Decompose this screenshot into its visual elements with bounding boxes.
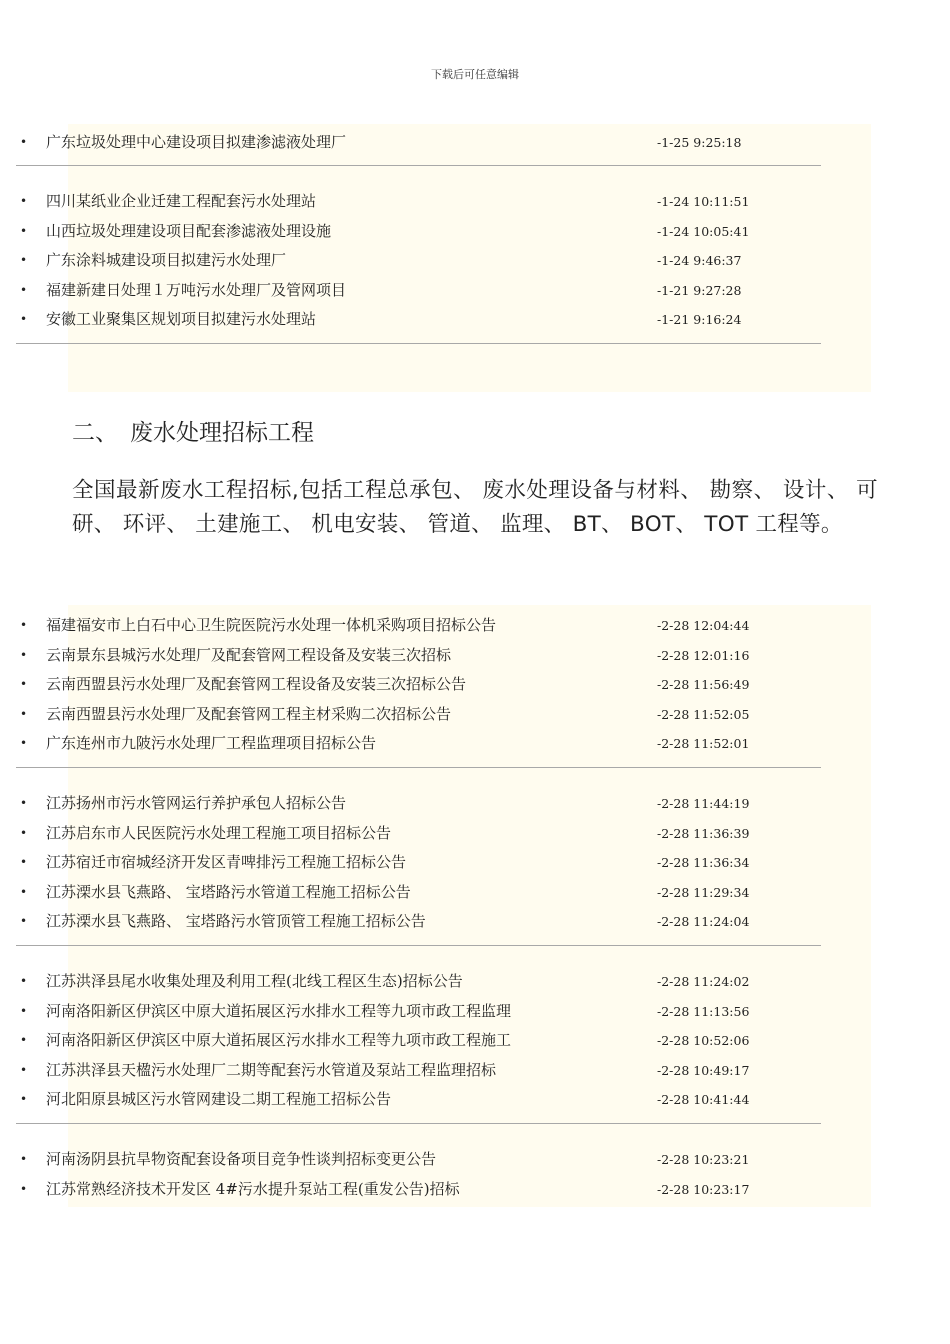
item-title-link[interactable]: 江苏洪泽县尾水收集处理及利用工程(北线工程区生态)招标公告: [46, 972, 463, 990]
item-timestamp: -2-28 11:36:39: [657, 825, 750, 841]
item-title-link[interactable]: 江苏启东市人民医院污水处理工程施工项目招标公告: [46, 823, 392, 842]
bullet-icon: •: [20, 914, 28, 929]
bullet-icon: •: [20, 796, 28, 810]
list-item[interactable]: [16, 187, 821, 217]
item-title-link[interactable]: 江苏洪泽县天楹污水处理厂二期等配套污水管道及泵站工程监理招标: [46, 1060, 497, 1079]
divider: [16, 945, 821, 946]
item-timestamp: -2-28 10:52:06: [657, 1033, 750, 1049]
bullet-icon: •: [20, 1003, 28, 1018]
divider: [16, 343, 821, 344]
item-timestamp: -2-28 10:23:21: [657, 1152, 750, 1167]
list-item[interactable]: [16, 789, 821, 819]
item-timestamp: -2-28 11:29:34: [657, 884, 750, 900]
item-title-link[interactable]: 河南洛阳新区伊滨区中原大道拓展区污水排水工程等九项市政工程监理: [46, 1001, 512, 1020]
item-timestamp: -2-28 11:36:34: [657, 855, 750, 871]
item-title-link[interactable]: 江苏宿迁市宿城经济开发区青啤排污工程施工招标公告: [46, 853, 407, 872]
item-timestamp: -2-28 11:44:19: [657, 796, 750, 811]
list-item[interactable]: [16, 246, 821, 276]
item-title-link[interactable]: 广东连州市九陂污水处理厂工程监理项目招标公告: [46, 734, 377, 753]
item-timestamp: -2-28 11:24:04: [657, 914, 750, 930]
bullet-icon: •: [20, 855, 28, 870]
list-item[interactable]: [16, 997, 821, 1027]
news-group: [16, 789, 821, 937]
item-title-link[interactable]: 广东垃圾处理中心建设项目拟建渗滤液处理厂: [46, 133, 347, 151]
item-title-link[interactable]: 河南洛阳新区伊滨区中原大道拓展区污水排水工程等九项市政工程施工: [46, 1031, 512, 1050]
list-item[interactable]: [16, 1026, 821, 1056]
divider: [16, 165, 821, 166]
item-timestamp: -1-21 9:27:28: [657, 282, 742, 298]
item-title-link[interactable]: 江苏溧水县飞燕路、 宝塔路污水管顶管工程施工招标公告: [46, 912, 426, 931]
item-timestamp: -2-28 11:24:02: [657, 974, 750, 989]
item-title-link[interactable]: 山西垃圾处理建设项目配套渗滤液处理设施: [46, 221, 332, 240]
news-group: [16, 187, 821, 335]
section-heading: [72, 414, 314, 447]
item-timestamp: -1-24 10:05:41: [657, 223, 750, 239]
item-timestamp: -1-24 9:46:37: [657, 253, 742, 269]
bullet-icon: •: [20, 736, 28, 751]
item-title-link[interactable]: 云南景东县城污水处理厂及配套管网工程设备及安装三次招标: [46, 645, 452, 664]
list-item[interactable]: [16, 967, 821, 997]
item-timestamp: -2-28 11:52:01: [657, 736, 750, 752]
bullet-icon: •: [20, 1033, 28, 1048]
news-group: [16, 967, 821, 1115]
bullet-icon: •: [20, 253, 28, 268]
item-timestamp: -2-28 10:23:17: [657, 1181, 750, 1197]
item-timestamp: -2-28 12:04:44: [657, 618, 750, 633]
list-item[interactable]: [16, 729, 821, 759]
bullet-icon: •: [20, 677, 28, 692]
item-timestamp: -1-25 9:25:18: [657, 135, 742, 150]
item-title-link[interactable]: 江苏扬州市污水管网运行养护承包人招标公告: [46, 794, 347, 812]
news-group: [16, 128, 821, 158]
list-item[interactable]: [16, 848, 821, 878]
item-title-link[interactable]: 江苏常熟经济技术开发区 4#污水提升泵站工程(重发公告)招标: [46, 1179, 460, 1198]
divider: [16, 1123, 821, 1124]
item-title-link[interactable]: 安徽工业聚集区规划项目拟建污水处理站: [46, 310, 317, 329]
list-item[interactable]: [16, 907, 821, 937]
item-title-link[interactable]: 四川某纸业企业迁建工程配套污水处理站: [46, 192, 317, 210]
header-note: 下载后可任意编辑: [431, 68, 519, 81]
bullet-icon: •: [20, 1092, 28, 1107]
list-item[interactable]: [16, 670, 821, 700]
bullet-icon: •: [20, 706, 28, 721]
bullet-icon: •: [20, 194, 28, 208]
bullet-icon: •: [20, 282, 28, 297]
list-item[interactable]: [16, 1085, 821, 1115]
news-group: [16, 611, 821, 759]
list-item[interactable]: [16, 276, 821, 306]
list-item[interactable]: [16, 1145, 821, 1175]
list-item[interactable]: [16, 217, 821, 247]
item-title-link[interactable]: 云南西盟县污水处理厂及配套管网工程设备及安装三次招标公告: [46, 675, 467, 694]
divider: [16, 767, 821, 768]
item-title-link[interactable]: 河南汤阴县抗旱物资配套设备项目竞争性谈判招标变更公告: [46, 1150, 437, 1168]
bullet-icon: •: [20, 1181, 28, 1196]
news-group: [16, 1145, 821, 1204]
bullet-icon: •: [20, 1062, 28, 1077]
list-item[interactable]: [16, 305, 821, 335]
item-timestamp: -2-28 10:49:17: [657, 1062, 750, 1078]
bullet-icon: •: [20, 825, 28, 840]
list-item[interactable]: [16, 611, 821, 641]
item-title-link[interactable]: 江苏溧水县飞燕路、 宝塔路污水管道工程施工招标公告: [46, 882, 411, 901]
bullet-icon: •: [20, 974, 28, 988]
item-title-link[interactable]: 河北阳原县城区污水管网建设二期工程施工招标公告: [46, 1090, 392, 1109]
item-timestamp: -1-21 9:16:24: [657, 312, 742, 328]
section-description: 全国最新废水工程招标,包括工程总承包、 废水处理设备与材料、 勘察、 设计、 可研、 环评、 土建施工、 机电安装、 管道、 监理、 BT、 BOT、 TOT 工程等。: [72, 478, 878, 537]
list-item[interactable]: [16, 878, 821, 908]
list-item[interactable]: [16, 819, 821, 849]
list-item[interactable]: [16, 1056, 821, 1086]
bullet-icon: •: [20, 884, 28, 899]
item-timestamp: -2-28 11:52:05: [657, 706, 750, 722]
item-title-link[interactable]: 广东涂料城建设项目拟建污水处理厂: [46, 251, 287, 270]
item-timestamp: -2-28 12:01:16: [657, 647, 750, 663]
item-timestamp: -2-28 11:13:56: [657, 1003, 750, 1019]
item-timestamp: -2-28 10:41:44: [657, 1092, 750, 1108]
item-title-link[interactable]: 云南西盟县污水处理厂及配套管网工程主材采购二次招标公告: [46, 704, 452, 723]
list-item[interactable]: [16, 128, 821, 158]
bullet-icon: •: [20, 312, 28, 327]
section-title: 废水处理招标工程: [130, 420, 314, 446]
item-timestamp: -1-24 10:11:51: [657, 194, 750, 209]
list-item[interactable]: [16, 1175, 821, 1205]
item-title-link[interactable]: 福建福安市上白石中心卫生院医院污水处理一体机采购项目招标公告: [46, 616, 497, 634]
section-number: 二、: [72, 420, 118, 446]
item-timestamp: -2-28 11:56:49: [657, 677, 750, 693]
bullet-icon: •: [20, 1152, 28, 1166]
list-item[interactable]: [16, 641, 821, 671]
bullet-icon: •: [20, 135, 28, 149]
bullet-icon: •: [20, 647, 28, 662]
item-title-link[interactable]: 福建新建日处理１万吨污水处理厂及管网项目: [46, 280, 347, 299]
bullet-icon: •: [20, 618, 28, 632]
list-item[interactable]: [16, 700, 821, 730]
bullet-icon: •: [20, 223, 28, 238]
